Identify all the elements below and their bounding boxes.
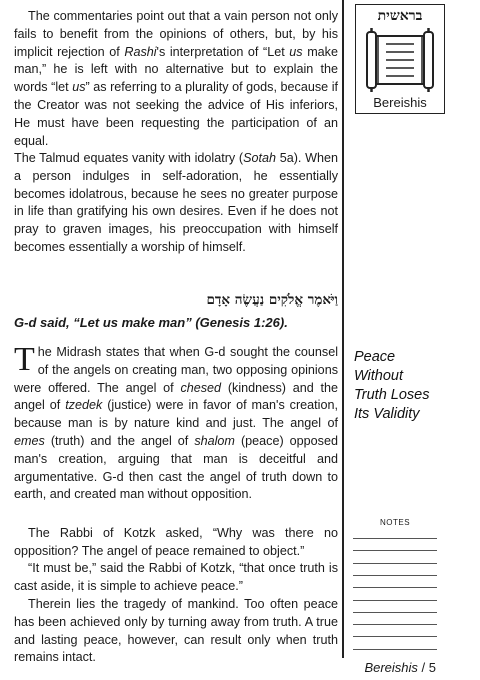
page-footer: Bereishis / 5 bbox=[364, 660, 436, 675]
drop-cap: T bbox=[14, 341, 35, 378]
body-paragraph-1: The Midrash states that when G-d sought the counsel of the angels on creating man, two opposing opinions were offered. The angel of chesed (kindness) and the angel of tzedek (justice) were in favor of man's creation, because man is by nature kind and just. The angel of emes (truth) and the angel of shalom (peace) opposed man's creation, arguing that man is deceitful and argumentative. G-d then cast the angel of truth down to earth, and created man without opposition. bbox=[14, 341, 339, 502]
body-paragraph-3: “It must be,” said the Rabbi of Kotzk, “that once truth is cast aside, it is simple to achieve peace.” bbox=[14, 561, 338, 593]
parsha-badge bbox=[355, 4, 445, 114]
torah-scroll-icon bbox=[364, 28, 436, 92]
body-paragraph-4: Therein lies the tragedy of mankind. Too often peace has been achieved only by turning away from truth. A true and lasting peace, however, can result only when truth remains intact. bbox=[14, 597, 338, 665]
note-line bbox=[353, 538, 437, 539]
note-line bbox=[353, 575, 437, 576]
top-paragraph-2: The Talmud equates vanity with idolatry (Sotah 5a). When a person indulges in self-adoration, he essentially becomes idolatrous, because he sees no greater purpose in life than gratifying his own desires. Even if he does not pray to graven images, his preoccupation with himself becomes essentially a worship of himself. bbox=[14, 151, 338, 254]
footer-book-title: Bereishis bbox=[364, 660, 418, 675]
verse-translation: G-d said, “Let us make man” (Genesis 1:26). bbox=[14, 315, 288, 330]
badge-english-title: Bereishis bbox=[373, 95, 427, 110]
note-line bbox=[353, 550, 437, 551]
badge-hebrew-title: בראשית bbox=[377, 8, 423, 24]
top-paragraph-1: The commentaries point out that a vain person not only fails to benefit from the opinions of others, but, by his implicit rejection of Rashi's interpretation of “Let us make man,” he is left with no alternative but to explain the words “let us” as referring to a plurality of gods, because if the Creator was not seeking the advice of His inferiors, He must have been requesting the participation of an equal. bbox=[14, 9, 338, 148]
note-line bbox=[353, 587, 437, 588]
note-line bbox=[353, 636, 437, 637]
page-number: 5 bbox=[428, 660, 436, 675]
note-line bbox=[353, 612, 437, 613]
notes-label: NOTES bbox=[379, 518, 411, 527]
hebrew-verse: וַיֹּאמֶר אֱלֹקִים נַעֲשֶׂה אָדָם bbox=[206, 292, 338, 308]
note-line bbox=[353, 624, 437, 625]
note-line bbox=[353, 563, 437, 564]
body-paragraph-2: The Rabbi of Kotzk asked, “Why was there no opposition? The angel of peace remained to object.” bbox=[14, 526, 338, 558]
sidebar-heading: Peace Without Truth Loses Its Validity bbox=[354, 349, 430, 422]
note-line bbox=[353, 600, 437, 601]
column-divider bbox=[342, 0, 344, 658]
note-line bbox=[353, 649, 437, 650]
